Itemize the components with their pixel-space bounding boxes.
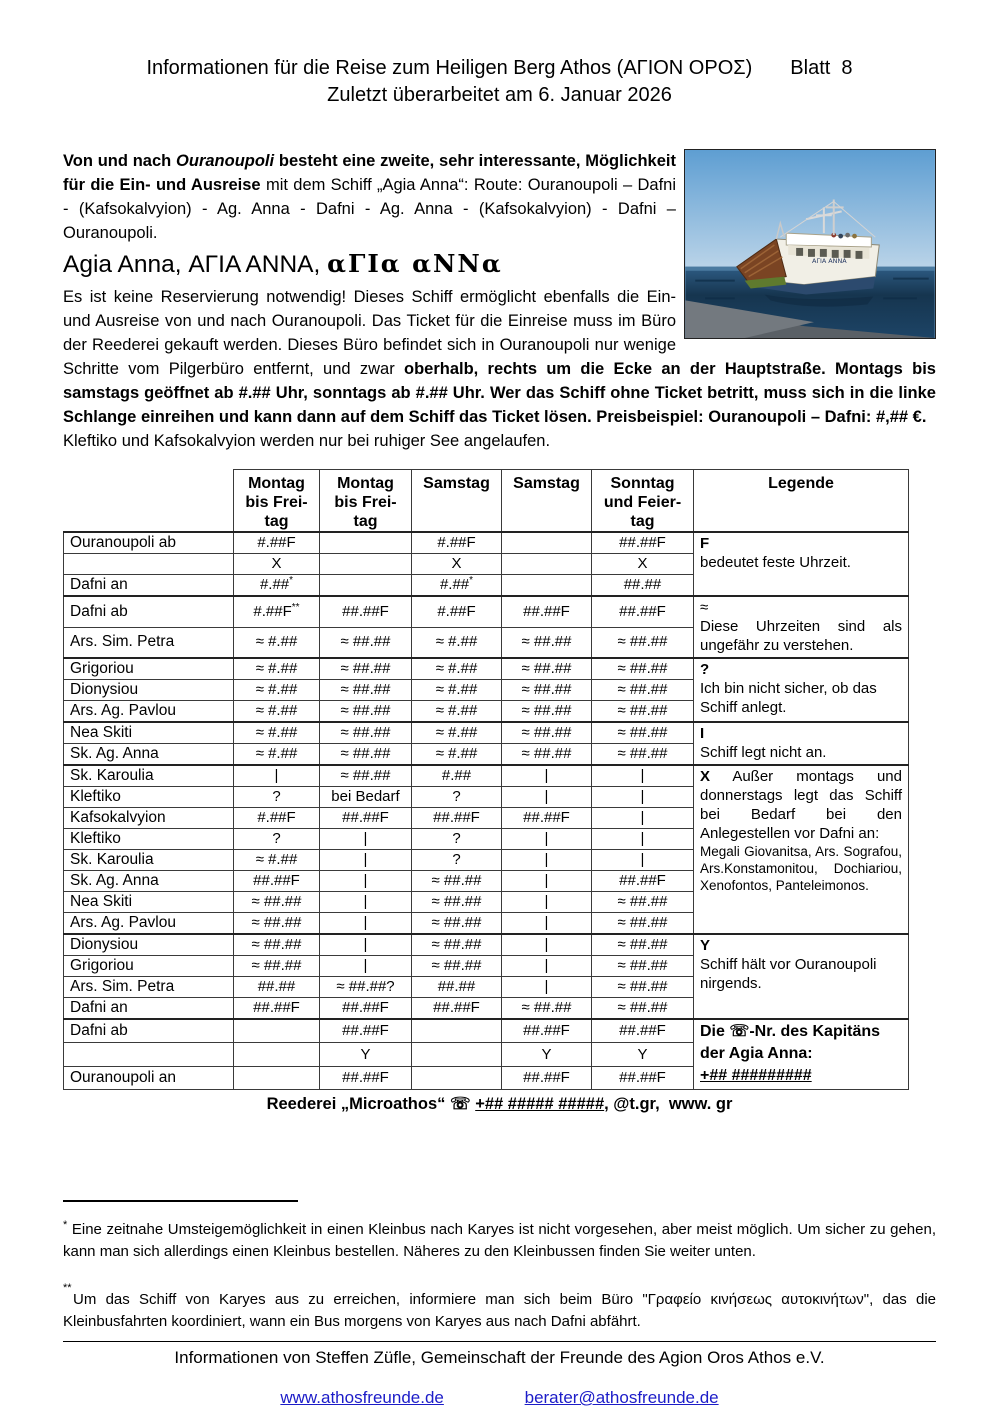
- legend-cell: [694, 658, 909, 722]
- schedule-cell: ≈ #.##: [234, 744, 320, 766]
- schedule-cell: |: [592, 765, 694, 787]
- table-row: [64, 596, 909, 627]
- schedule-cell: |: [502, 765, 592, 787]
- schedule-cell: |: [320, 892, 412, 913]
- schedule-cell: ≈ #.##: [234, 701, 320, 723]
- schedule-cell: ≈ ##.##: [592, 658, 694, 680]
- stop-label-cell: Ouranoupoli an: [64, 1066, 234, 1089]
- schedule-cell: ≈ ##.##: [592, 680, 694, 701]
- schedule-cell: ?: [234, 829, 320, 850]
- schedule-cell: ≈ #.##: [412, 701, 502, 723]
- email-link[interactable]: berater@athosfreunde.de: [524, 1388, 719, 1407]
- ship-illustration: [685, 150, 935, 338]
- footnote-2: [63, 1277, 936, 1333]
- schedule-cell: |: [320, 934, 412, 956]
- table-row: [64, 1019, 909, 1043]
- schedule-cell: ≈ #.##: [412, 722, 502, 744]
- schedule-cell: [234, 1066, 320, 1089]
- schedule-cell: [412, 1043, 502, 1066]
- stop-label-cell: Sk. Karoulia: [64, 850, 234, 871]
- schedule-cell: ##.##F: [502, 808, 592, 829]
- schedule-cell: [412, 1019, 502, 1043]
- schedule-cell: ##.##F: [592, 871, 694, 892]
- table-row: [64, 765, 909, 787]
- para-regular: Es ist keine Reservierung notwendig! Dieses Schiff ermöglicht ebenfalls die Ein- und Ausreise von und nach Ouranoupoli. Das Ticket für die Einreise muss im Büro der Reederei gekauft werden. Dieses Büro befindet sich in Ouranoupoli nur wenige Schritte vom Pilgerbüro entfernt, und zwar: [63, 288, 676, 378]
- legend-cell: [694, 934, 909, 1019]
- legend-text: ?: [700, 661, 710, 678]
- stop-label-cell: Dafni an: [64, 998, 234, 1020]
- schedule-cell: ##.##F: [592, 1066, 694, 1089]
- schedule-cell: ≈ #.##: [234, 850, 320, 871]
- stop-label-cell: Kleftiko: [64, 787, 234, 808]
- schedule-cell: ≈ ##.##: [234, 956, 320, 977]
- schedule-cell: ≈ ##.##: [592, 977, 694, 998]
- schedule-cell: |: [592, 808, 694, 829]
- stop-label-cell: Nea Skiti: [64, 722, 234, 744]
- schedule-header: [64, 470, 909, 533]
- schedule-cell: ≈ #.##: [412, 680, 502, 701]
- table-row: [64, 934, 909, 956]
- stop-label-cell: Ouranoupoli ab: [64, 532, 234, 554]
- schedule-cell: ≈ ##.##: [320, 722, 412, 744]
- column-header: Sonntag und Feier- tag: [592, 470, 694, 533]
- document-title: [63, 55, 936, 109]
- schedule-cell: |: [320, 829, 412, 850]
- intro-section: [63, 149, 936, 453]
- schedule-cell: ≈ ##.##: [592, 913, 694, 935]
- legend-text: F: [700, 535, 710, 552]
- footnote-separator: [63, 1200, 298, 1202]
- title-line-1: [63, 55, 936, 82]
- legend-text: +## #########: [700, 1067, 812, 1084]
- schedule-cell: #.##: [412, 765, 502, 787]
- schedule-cell: ≈ #.##: [412, 658, 502, 680]
- schedule-cell: |: [592, 850, 694, 871]
- schedule-cell: ≈ ##.##: [502, 658, 592, 680]
- footnote-1-text: Eine zeitnahe Umsteigemöglichkeit in einen Kleinbus nach Karyes ist nicht vorgesehen, aber meist möglich. Um sicher zu gehen, kann man sich allerdings einen Kleinbus bestellen. Näheres zu den Kleinbussen finden Sie weiter unten.: [63, 1221, 936, 1260]
- schedule-cell: ≈ ##.##: [592, 701, 694, 723]
- legend-text: der Agia Anna:: [700, 1045, 813, 1062]
- website-link[interactable]: www.athosfreunde.de: [280, 1388, 444, 1407]
- schedule-cell: ##.##F: [320, 596, 412, 627]
- schedule-cell: |: [320, 871, 412, 892]
- schedule-cell: |: [502, 977, 592, 998]
- footer-attribution: Informationen von Steffen Züfle, Gemeinschaft der Freunde des Agion Oros Athos e.V.: [174, 1348, 825, 1367]
- schedule-cell: ≈ ##.##: [592, 892, 694, 913]
- schedule-cell: ≈ #.##: [234, 658, 320, 680]
- schedule-cell: ≈ ##.##: [592, 998, 694, 1020]
- footnotes-section: [63, 1214, 936, 1333]
- legend-text: Diese Uhrzeiten sind als ungefähr zu verstehen.: [700, 618, 902, 654]
- schedule-cell: ≈ ##.##: [502, 998, 592, 1020]
- legend-text: I: [700, 725, 705, 742]
- legend-text: Außer montags und donnerstags legt das Schiff bei Bedarf bei den Anlegestellen vor Dafni an:: [700, 768, 902, 842]
- schedule-cell: ##.##F: [234, 998, 320, 1020]
- schedule-cell: |: [502, 892, 592, 913]
- para-bold: oberhalb, rechts um die Ecke an der Hauptstraße. Montags bis samstags geöffnet ab #.## Uhr, sonntags ab #.## Uhr. Wer das Schiff ohne Ticket betritt, muss sich in die linke Schlange einreihen und kann dann auf dem Schiff das Ticket lösen. Preisbeispiel: Ouranoupoli – Dafni: #,## €.: [63, 360, 936, 426]
- stop-label-cell: Kafsokalvyion: [64, 808, 234, 829]
- legend-text: X: [700, 768, 711, 785]
- legend-text: ≈: [700, 599, 709, 616]
- schedule-cell: ≈ ##.##: [412, 871, 502, 892]
- schedule-cell: |: [320, 913, 412, 935]
- schedule-cell: ≈ ##.##: [592, 627, 694, 658]
- schedule-cell: ##.##F: [320, 998, 412, 1020]
- schedule-cell: |: [320, 850, 412, 871]
- schedule-cell: ##.##F: [592, 596, 694, 627]
- schedule-cell: bei Bedarf: [320, 787, 412, 808]
- schedule-cell: ≈ ##.##: [320, 744, 412, 766]
- schedule-cell: |: [502, 850, 592, 871]
- schedule-cell: ≈ ##.##: [412, 892, 502, 913]
- shipping-company-caption: [63, 1094, 936, 1114]
- schedule-cell: ≈ ##.##: [502, 744, 592, 766]
- schedule-cell: ##.##F: [592, 1019, 694, 1043]
- stop-label-cell: Grigoriou: [64, 658, 234, 680]
- legend-cell: [694, 532, 909, 596]
- schedule-cell: ≈ ##.##: [320, 658, 412, 680]
- stop-label-cell: Grigoriou: [64, 956, 234, 977]
- column-header: Samstag: [502, 470, 592, 533]
- stop-label-cell: Sk. Karoulia: [64, 765, 234, 787]
- schedule-cell: ≈ ##.##: [412, 934, 502, 956]
- stop-label-cell: Sk. Ag. Anna: [64, 871, 234, 892]
- schedule-cell: ##.##F: [502, 1019, 592, 1043]
- schedule-cell: |: [502, 829, 592, 850]
- legend-text: Ich bin nicht sicher, ob das Schiff anlegt.: [700, 680, 877, 716]
- schedule-cell: Y: [502, 1043, 592, 1066]
- schedule-cell: X: [412, 554, 502, 575]
- page-number: Blatt 8: [790, 57, 853, 79]
- schedule-cell: [320, 554, 412, 575]
- stop-label-cell: Nea Skiti: [64, 892, 234, 913]
- schedule-cell: ##.##F: [592, 532, 694, 554]
- schedule-cell: [234, 1043, 320, 1066]
- schedule-cell: |: [502, 871, 592, 892]
- schedule-cell: #.##F: [412, 596, 502, 627]
- legend-cell: [694, 765, 909, 934]
- stop-label-cell: Dionysiou: [64, 680, 234, 701]
- schedule-cell: ##.##F: [234, 871, 320, 892]
- footnote-2-text: Um das Schiff von Karyes aus zu erreichen, informiere man sich beim Büro "Γραφείο κινήσεως αυτοκινήτων", das die Kleinbusfahrten koordiniert, wann ein Bus morgens von Karyes aus nach Dafni abfährt.: [63, 1291, 936, 1330]
- schedule-cell: #.##*: [234, 575, 320, 597]
- stop-label-cell: Dafni an: [64, 575, 234, 597]
- schedule-cell: X: [234, 554, 320, 575]
- schedule-cell: ≈ ##.##: [234, 892, 320, 913]
- caption-contact: , @t.gr, www. gr: [604, 1095, 733, 1113]
- legend-cell: [694, 722, 909, 765]
- stop-label-cell: [64, 554, 234, 575]
- schedule-cell: ##.##F: [320, 1066, 412, 1089]
- schedule-cell: ≈ #.##: [412, 627, 502, 658]
- schedule-cell: [502, 575, 592, 597]
- legend-cell: [694, 596, 909, 658]
- schedule-cell: ≈ ##.##: [502, 680, 592, 701]
- stop-label-cell: Dionysiou: [64, 934, 234, 956]
- schedule-cell: X: [592, 554, 694, 575]
- schedule-cell: [502, 554, 592, 575]
- table-row: [64, 722, 909, 744]
- stop-label-cell: Dafni ab: [64, 596, 234, 627]
- schedule-cell: #.##F: [234, 808, 320, 829]
- table-row: [64, 658, 909, 680]
- title-line-2: Zuletzt überarbeitet am 6. Januar 2026: [327, 84, 672, 106]
- schedule-cell: ?: [412, 829, 502, 850]
- schedule-cell: |: [502, 934, 592, 956]
- schedule-cell: [234, 1019, 320, 1043]
- schedule-cell: ≈ #.##: [234, 627, 320, 658]
- schedule-cell: ≈ ##.##: [592, 722, 694, 744]
- title-text: Informationen für die Reise zum Heiligen Berg Athos (ΑΓΙΟΝ ΟΡΟΣ): [146, 57, 753, 79]
- schedule-cell: ?: [412, 787, 502, 808]
- heading-stylized: αΓΙα αΝΝα: [327, 249, 503, 278]
- schedule-cell: ?: [234, 787, 320, 808]
- schedule-cell: ##.##F: [502, 1066, 592, 1089]
- table-row: [64, 532, 909, 554]
- intro-route: mit dem Schiff „Agia Anna“: Route: Ouranoupoli – Dafni - (Kafsokalvyion) - Ag. Anna - Dafni - Ag. Anna - (Kafsokalvyion) - Dafni – Ouranoupoli.: [63, 176, 677, 242]
- kleftiko-note: Kleftiko und Kafsokalvyion werden nur bei ruhiger See angelaufen.: [63, 432, 551, 450]
- schedule-cell: ##.##: [592, 575, 694, 597]
- schedule-cell: ##.##F: [502, 596, 592, 627]
- column-header: Montag bis Frei- tag: [320, 470, 412, 533]
- schedule-cell: ≈ ##.##: [592, 934, 694, 956]
- schedule-cell: ≈ ##.##: [592, 956, 694, 977]
- schedule-cell: Y: [320, 1043, 412, 1066]
- footer-separator: [63, 1341, 936, 1342]
- stop-label-cell: [64, 1043, 234, 1066]
- heading-plain: Agia Anna, ΑΓΙΑ ΑΝΝΑ,: [63, 251, 328, 278]
- legend-text: Y: [700, 937, 711, 954]
- schedule-cell: ##.##: [412, 977, 502, 998]
- stop-label-cell: Ars. Ag. Pavlou: [64, 913, 234, 935]
- stop-label-cell: Ars. Ag. Pavlou: [64, 701, 234, 723]
- header-blank-cell: [64, 470, 234, 533]
- schedule-cell: [502, 532, 592, 554]
- ship-photo: [684, 149, 936, 339]
- schedule-cell: ≈ ##.##: [320, 680, 412, 701]
- schedule-cell: ≈ ##.##: [234, 913, 320, 935]
- schedule-cell: [320, 575, 412, 597]
- stop-label-cell: Dafni ab: [64, 1019, 234, 1043]
- schedule-cell: |: [320, 956, 412, 977]
- schedule-cell: [320, 532, 412, 554]
- schedule-cell: ≈ ##.##: [320, 627, 412, 658]
- schedule-cell: #.##*: [412, 575, 502, 597]
- schedule-cell: |: [502, 787, 592, 808]
- schedule-cell: ?: [412, 850, 502, 871]
- intro-ouranoupoli: Ouranoupoli: [176, 152, 275, 170]
- legend-text: Schiff hält vor Ouranoupoli nirgends.: [700, 956, 877, 992]
- schedule-cell: ≈ ##.##: [502, 701, 592, 723]
- schedule-cell: |: [502, 913, 592, 935]
- schedule-cell: #.##F: [412, 532, 502, 554]
- schedule-cell: ≈ ##.##: [320, 765, 412, 787]
- stop-label-cell: Ars. Sim. Petra: [64, 627, 234, 658]
- footnote-1: [63, 1214, 936, 1263]
- schedule-cell: ≈ #.##: [234, 680, 320, 701]
- schedule-cell: ≈ ##.##: [502, 627, 592, 658]
- schedule-cell: ##.##: [234, 977, 320, 998]
- schedule-cell: ≈ ##.##?: [320, 977, 412, 998]
- schedule-cell: ##.##F: [320, 808, 412, 829]
- stop-label-cell: Kleftiko: [64, 829, 234, 850]
- column-header: Legende: [694, 470, 909, 533]
- intro-bold-2: besteht eine zweite, sehr interessante, Möglichkeit für die Ein- und Ausreise: [63, 152, 676, 194]
- schedule-cell: #.##F: [234, 532, 320, 554]
- stop-label-cell: Ars. Sim. Petra: [64, 977, 234, 998]
- footer-links: [63, 1388, 936, 1408]
- schedule-cell: ≈ ##.##: [502, 722, 592, 744]
- schedule-cell: |: [592, 829, 694, 850]
- schedule-cell: |: [502, 956, 592, 977]
- schedule-cell: ##.##F: [412, 808, 502, 829]
- schedule-cell: ##.##F: [412, 998, 502, 1020]
- schedule-cell: ≈ ##.##: [412, 913, 502, 935]
- schedule-cell: |: [234, 765, 320, 787]
- schedule-cell: Y: [592, 1043, 694, 1066]
- schedule-cell: ##.##F: [320, 1019, 412, 1043]
- legend-text: Schiff legt nicht an.: [700, 744, 827, 761]
- legend-text: Megali Giovanitsa, Ars. Sografou, Ars.Konstamonitou, Dochiariou, Xenofontos, Panteleimonos.: [700, 844, 902, 893]
- intro-bold-1: Von und nach: [63, 152, 177, 170]
- column-header: Samstag: [412, 470, 502, 533]
- legend-text: bedeutet feste Uhrzeit.: [700, 554, 851, 571]
- legend-text: Die ☏-Nr. des Kapitäns: [700, 1023, 881, 1040]
- stop-label-cell: Sk. Ag. Anna: [64, 744, 234, 766]
- schedule-cell: ≈ #.##: [412, 744, 502, 766]
- schedule-table: [63, 469, 909, 1090]
- caption-text: Reederei „Microathos“ ☏: [266, 1095, 476, 1113]
- legend-cell: [694, 1019, 909, 1090]
- schedule-cell: ≈ ##.##: [320, 701, 412, 723]
- column-header: Montag bis Frei- tag: [234, 470, 320, 533]
- schedule-cell: #.##F**: [234, 596, 320, 627]
- schedule-cell: ≈ ##.##: [234, 934, 320, 956]
- schedule-cell: ≈ ##.##: [412, 956, 502, 977]
- footnote-2-marker: **: [63, 1282, 72, 1294]
- schedule-cell: ≈ #.##: [234, 722, 320, 744]
- boat-name-text: ΑΓΙΑ ΑΝΝΑ: [811, 256, 847, 265]
- footnote-1-marker: *: [63, 1219, 68, 1231]
- caption-phone: +## ##### #####: [475, 1095, 605, 1113]
- schedule-cell: |: [592, 787, 694, 808]
- schedule-cell: [412, 1066, 502, 1089]
- schedule-cell: ≈ ##.##: [592, 744, 694, 766]
